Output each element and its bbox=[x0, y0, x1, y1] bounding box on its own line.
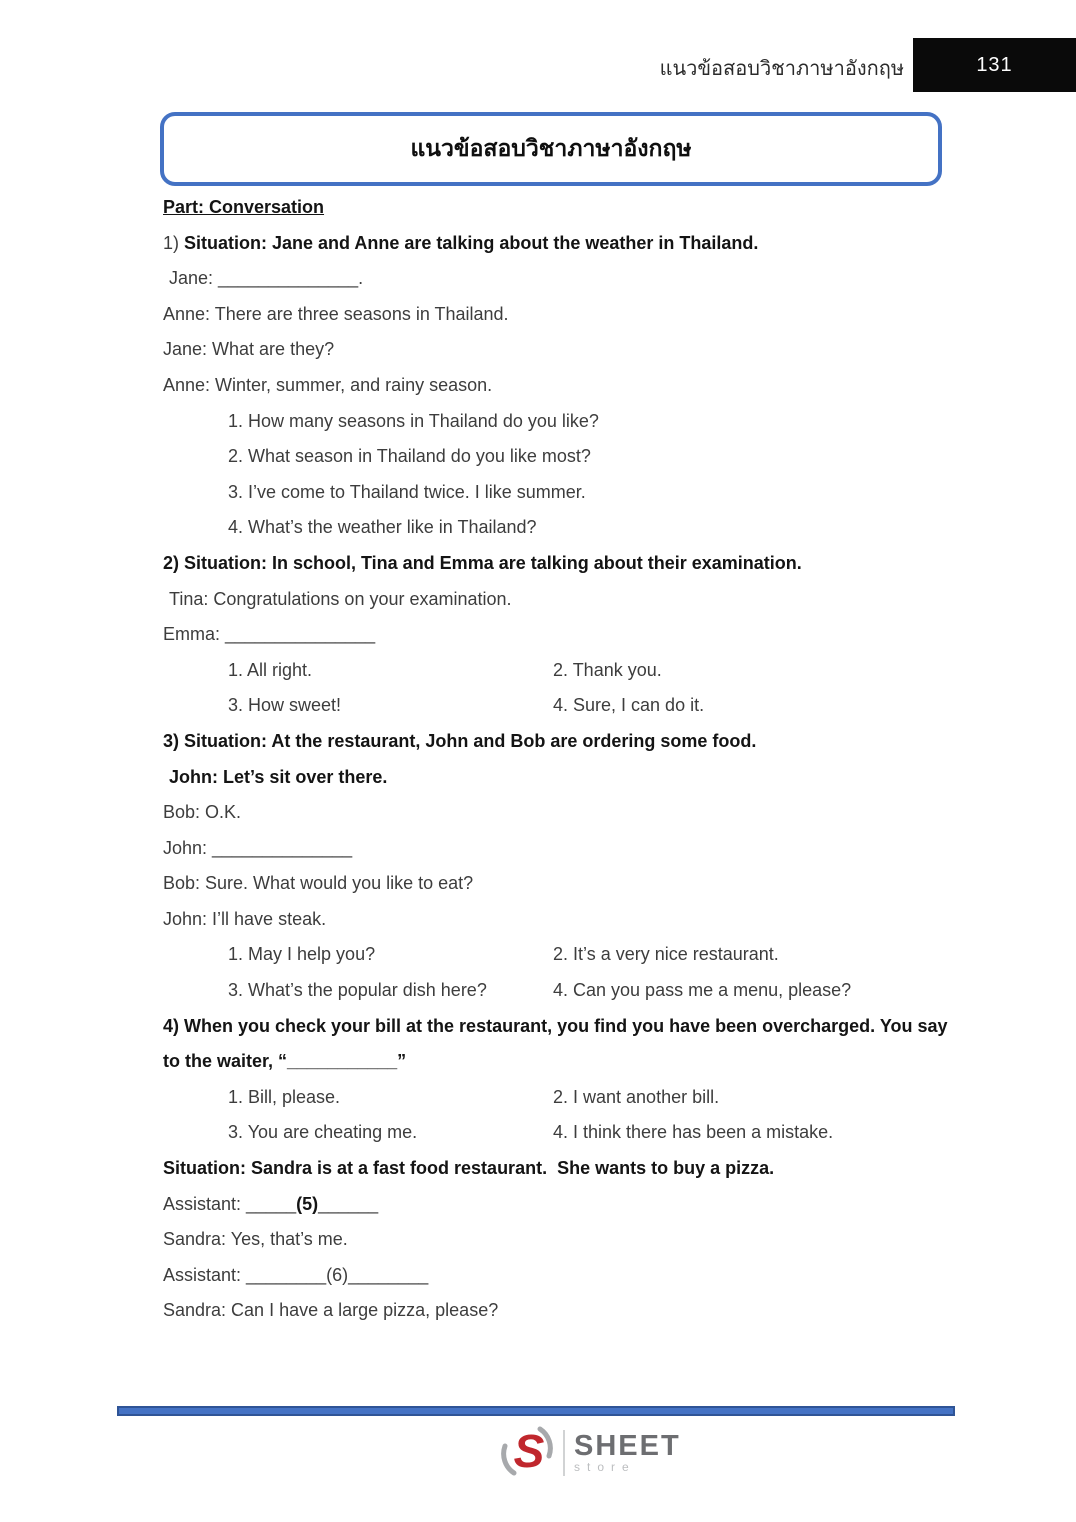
q2-emma-blank-line: Emma: _______________ bbox=[163, 624, 376, 645]
q4-prompt-suffix: ” bbox=[397, 1051, 407, 1072]
q3-john-line1: John: Let’s sit over there. bbox=[169, 766, 388, 787]
q5-blank-number-5: (5) bbox=[296, 1193, 319, 1214]
footer-divider-bar bbox=[117, 1406, 955, 1416]
q2-option-3: 3. How sweet! bbox=[228, 695, 342, 716]
sheet-store-logo-icon bbox=[500, 1424, 554, 1483]
q5-assistant2-prefix: Assistant: ________ bbox=[163, 1264, 327, 1285]
part-heading-text: Part: Conversation bbox=[163, 197, 325, 217]
q2-option-4: 4. Sure, I can do it. bbox=[553, 695, 705, 716]
q5-sandra-line2: Sandra: Can I have a large pizza, please? bbox=[163, 1300, 499, 1321]
q1-situation bbox=[163, 226, 963, 262]
q3-john-line2: John: I’ll have steak. bbox=[163, 908, 327, 929]
q3-bob-line2: Bob: Sure. What would you like to eat? bbox=[163, 873, 474, 894]
q5-assistant-line2 bbox=[163, 1258, 963, 1294]
svg-text:S: S bbox=[513, 1424, 545, 1477]
q2-option-1: 1. All right. bbox=[228, 659, 313, 680]
q3-option-3: 3. What’s the popular dish here? bbox=[228, 980, 487, 1001]
title-box bbox=[160, 112, 942, 186]
q4-option-4: 4. I think there has been a mistake. bbox=[553, 1122, 834, 1143]
q4-prompt-line1: 4) When you check your bill at the restaurant, you find you have been overcharged. You say bbox=[163, 1015, 948, 1036]
q3-options-row-1 bbox=[163, 937, 963, 973]
q5-sandra-line1: Sandra: Yes, that’s me. bbox=[163, 1229, 348, 1250]
q3-options-row-2 bbox=[163, 973, 963, 1009]
q3-option-1: 1. May I help you? bbox=[228, 944, 376, 965]
q4-prompt-prefix: to the waiter, “ bbox=[163, 1051, 288, 1072]
q3-option-2: 2. It’s a very nice restaurant. bbox=[553, 944, 779, 965]
q2-tina-line: Tina: Congratulations on your examination. bbox=[169, 588, 512, 609]
q3-situation: 3) Situation: At the restaurant, John and Bob are ordering some food. bbox=[163, 730, 757, 751]
q5-blank-number-6: (6) bbox=[326, 1264, 349, 1285]
q5-assistant1-suffix: ______ bbox=[318, 1193, 379, 1214]
q5-assistant2-suffix: ________ bbox=[348, 1264, 429, 1285]
q4-option-3: 3. You are cheating me. bbox=[228, 1122, 418, 1143]
q4-option-1: 1. Bill, please. bbox=[228, 1086, 341, 1107]
q4-options-row-2 bbox=[163, 1115, 963, 1151]
q1-option-2: 2. What season in Thailand do you like most? bbox=[228, 446, 591, 467]
q4-options-row-1 bbox=[163, 1080, 963, 1116]
q3-john-blank-line: John: ______________ bbox=[163, 837, 353, 858]
q5-assistant1-prefix: Assistant: _____ bbox=[163, 1193, 297, 1214]
page-number: 131 bbox=[976, 53, 1013, 76]
q2-options-row-2 bbox=[163, 688, 963, 724]
logo-text bbox=[574, 1432, 681, 1474]
q1-number: 1) bbox=[163, 232, 185, 253]
content bbox=[163, 190, 963, 1329]
logo-brand-name: SHEET bbox=[574, 1430, 681, 1462]
q2-options-row-1 bbox=[163, 653, 963, 689]
q1-jane-line2: Jane: What are they? bbox=[163, 339, 335, 360]
q1-situation-text: Situation: Jane and Anne are talking about the weather in Thailand. bbox=[184, 232, 759, 253]
q1-option-1: 1. How many seasons in Thailand do you like? bbox=[228, 410, 599, 431]
q1-option-3: 3. I’ve come to Thailand twice. I like summer. bbox=[228, 481, 586, 502]
q2-option-2: 2. Thank you. bbox=[553, 659, 662, 680]
q3-option-4: 4. Can you pass me a menu, please? bbox=[553, 980, 852, 1001]
q4-option-2: 2. I want another bill. bbox=[553, 1086, 720, 1107]
q2-situation: 2) Situation: In school, Tina and Emma are talking about their examination. bbox=[163, 552, 802, 573]
page-number-badge bbox=[913, 38, 1076, 92]
q4-answer-blank: ___________ bbox=[287, 1051, 398, 1072]
part-heading bbox=[163, 190, 963, 226]
q1-anne-line2: Anne: Winter, summer, and rainy season. bbox=[163, 374, 493, 395]
header-doc-title: แนวข้อสอบวิชาภาษาอังกฤษ bbox=[659, 58, 904, 80]
q5-situation: Situation: Sandra is at a fast food restaurant. She wants to buy a pizza. bbox=[163, 1158, 775, 1179]
logo-brand-subtitle: store bbox=[574, 1460, 636, 1474]
sheet-store-logo bbox=[500, 1424, 681, 1482]
q1-option-4: 4. What’s the weather like in Thailand? bbox=[228, 517, 537, 538]
logo-divider bbox=[563, 1430, 565, 1476]
q1-anne-line1: Anne: There are three seasons in Thailand. bbox=[163, 303, 509, 324]
page-title: แนวข้อสอบวิชาภาษาอังกฤษ bbox=[410, 135, 692, 161]
q4-prompt-line2 bbox=[163, 1044, 963, 1080]
q3-bob-line1: Bob: O.K. bbox=[163, 802, 242, 823]
q1-jane-blank-line: Jane: ______________. bbox=[169, 268, 364, 289]
q5-assistant-line1 bbox=[163, 1187, 963, 1223]
